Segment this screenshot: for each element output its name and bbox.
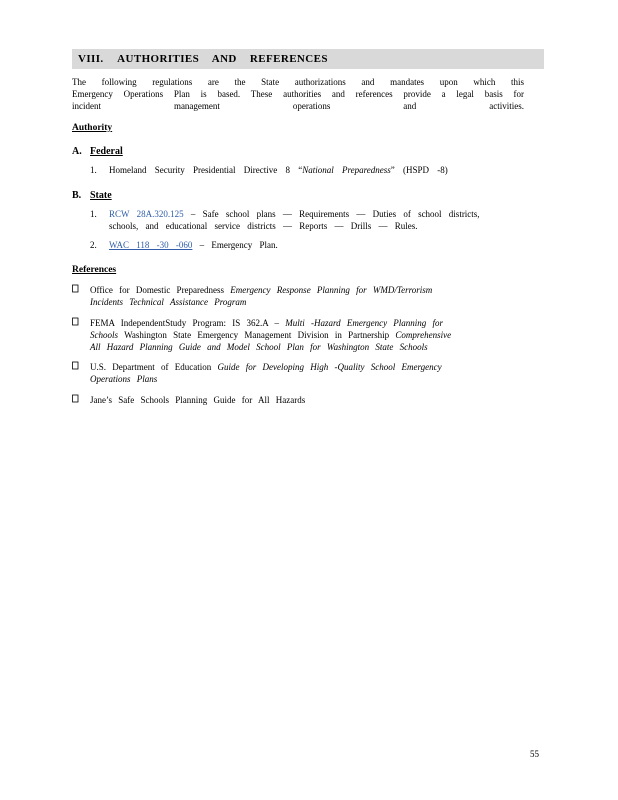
- ref-2-title-a: Schools: [90, 330, 118, 340]
- reference-item-1: [72, 284, 522, 308]
- ref-3-source: U.S. Department of Education: [90, 362, 218, 372]
- federal-item-suffix: ” (HSPD -8): [390, 165, 448, 175]
- intro-paragraph: [72, 76, 524, 112]
- references-heading: References: [72, 265, 117, 275]
- rcw-link[interactable]: RCW 28A.320.125: [109, 209, 184, 219]
- ref-3-title: Guide for Developing High -Quality School Emergency: [217, 362, 442, 372]
- wac-link[interactable]: WAC 118 -30 -060: [109, 240, 193, 250]
- intro-line-3: incident management operations and activities.: [72, 101, 524, 111]
- ref-2-partner: Washington State Emergency Management Division in Partnership: [118, 330, 396, 340]
- ref-2-title-b: Comprehensive: [395, 330, 452, 340]
- bullet-square-icon: [72, 284, 82, 295]
- ref-4-title: Jane’s Safe Schools Planning Guide for All Hazards: [90, 395, 306, 405]
- state-letter: B.: [72, 190, 82, 201]
- ref-1-title: Emergency Response Planning for WMD/Terrorism: [230, 285, 433, 295]
- ref-2-title-cont: All Hazard Planning Guide and Model School Plan for Washington State Schools: [90, 342, 428, 352]
- bullet-square-icon: [72, 394, 82, 405]
- ref-1-source: Office for Domestic Preparedness: [90, 285, 231, 295]
- authority-heading: Authority: [72, 123, 113, 133]
- federal-heading: [72, 146, 123, 158]
- item-number: 1.: [90, 165, 97, 175]
- bullet-square-icon: [72, 317, 82, 328]
- intro-line-2: Emergency Operations Plan is based. These authorities and references provide a legal basis for: [72, 89, 524, 99]
- intro-line-1: The following regulations are the State authorizations and mandates upon which this: [72, 77, 524, 87]
- ref-1-title-cont: Incidents Technical Assistance Program: [90, 297, 247, 307]
- state-item-1-line-1: – Safe school plans — Requirements — Duties of school districts,: [183, 209, 480, 219]
- bullet-square-icon: [72, 361, 82, 372]
- state-item-1-line-2: schools, and educational service districts — Reports — Drills — Rules.: [109, 221, 418, 231]
- state-item-1: [90, 208, 490, 232]
- federal-letter: A.: [72, 146, 82, 157]
- federal-item-title: National Preparedness: [302, 165, 391, 175]
- state-heading: [72, 190, 112, 202]
- state-item-2: [90, 239, 490, 251]
- reference-item-3: [72, 361, 522, 385]
- section-header: [72, 49, 544, 69]
- item-number: 1.: [90, 209, 97, 219]
- state-item-2-text: – Emergency Plan.: [192, 240, 278, 250]
- reference-item-4: [72, 394, 522, 406]
- reference-item-2: [72, 317, 522, 353]
- federal-item-1: [90, 164, 490, 176]
- item-number: 2.: [90, 240, 97, 250]
- state-name: State: [90, 190, 112, 201]
- ref-2-title: Multi -Hazard Emergency Planning for: [285, 318, 444, 328]
- page-number: 55: [530, 749, 539, 759]
- ref-3-title-cont: Operations Plans: [90, 374, 158, 384]
- section-number: VIII.: [78, 53, 104, 65]
- federal-name: Federal: [90, 146, 123, 157]
- section-title: AUTHORITIES AND REFERENCES: [117, 53, 328, 65]
- federal-item-text: Homeland Security Presidential Directive 8 “: [109, 165, 303, 175]
- ref-2-source: FEMA IndependentStudy Program: IS 362.A –: [90, 318, 286, 328]
